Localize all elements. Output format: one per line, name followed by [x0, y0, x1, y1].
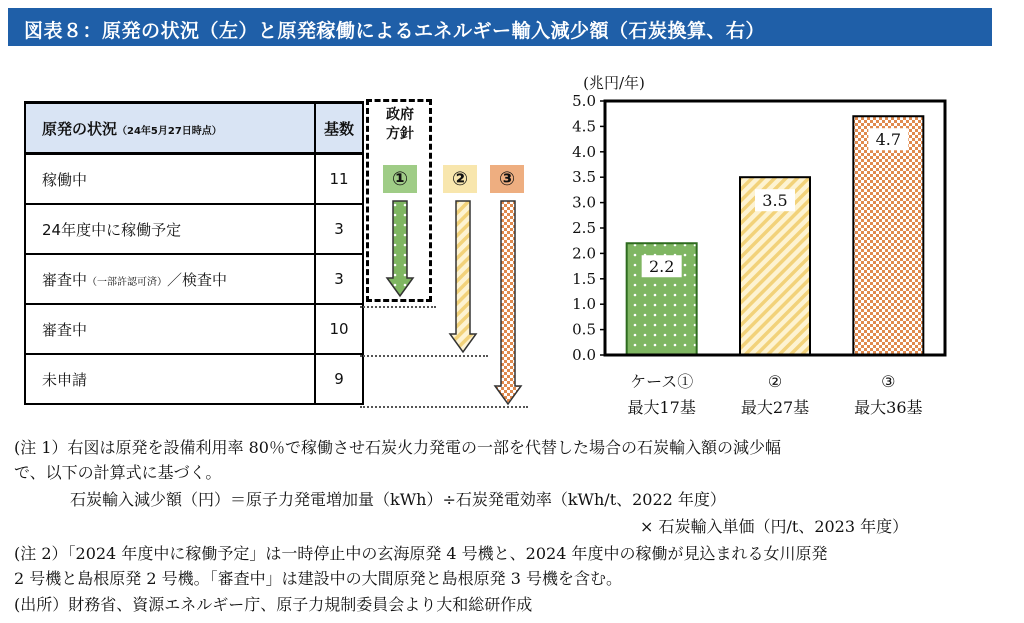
bar [853, 116, 923, 355]
plot-area [572, 74, 945, 417]
y-tick-label: 2.5 [572, 219, 596, 237]
y-tick-label: 0.5 [572, 320, 596, 339]
value-label: 2.2 [648, 257, 675, 277]
row-suffix: ／検査中 [167, 270, 228, 289]
note-1-line-2: で、以下の計算式に基づく。 [14, 463, 222, 482]
source-note: (出所）財務省、資源エネルギー庁、原子力規制委員会より大和総研作成 [14, 595, 533, 614]
page-title: 図表８：原発の状況（左）と原発稼働によるエネルギー輸入減少額（石炭換算、右） [24, 20, 766, 42]
x-tick-label: 最大17基 [627, 398, 696, 417]
x-tick-label: 最大27基 [740, 398, 810, 417]
header-note: （24年5月27日時点） [117, 125, 222, 137]
y-tick-label: 4.5 [572, 117, 596, 136]
policy-label-line1: 政府 [386, 107, 414, 123]
row-label: 稼働中 [42, 170, 88, 189]
y-tick-label: 1.0 [572, 295, 596, 314]
marker-case-2: ② [443, 165, 477, 193]
policy-label-line2: 方針 [386, 126, 414, 142]
y-tick-label: 0.0 [572, 346, 596, 364]
formula-line-1: 石炭輸入減少額（円）＝原子力発電増加量（kWh）÷石炭発電効率（kWh/t、2022 年度） [70, 490, 726, 509]
row-label: 審査中 [42, 320, 88, 339]
y-axis-label: (兆円/年) [583, 74, 645, 92]
row-note: （一部許認可済） [87, 276, 168, 288]
value-label: 3.5 [762, 191, 788, 211]
value-label: 4.7 [875, 130, 902, 150]
x-tick-label: 最大36基 [854, 398, 923, 417]
y-tick-label: 3.5 [572, 168, 596, 187]
row-count: 10 [315, 304, 363, 354]
row-count: 11 [315, 154, 363, 205]
arrow-case-2 [450, 201, 476, 352]
y-tick-label: 4.0 [572, 142, 596, 161]
marker-case-1: ① [383, 165, 417, 193]
row-label: 未申請 [42, 370, 88, 389]
y-tick-label: 5.0 [572, 92, 596, 110]
y-tick-label: 2.0 [572, 244, 596, 263]
formula-line-2: × 石炭輸入単価（円/t、2023 年度） [640, 517, 909, 536]
arrow-case-3 [495, 201, 521, 404]
marker-case-3: ③ [490, 165, 524, 193]
arrow-case-1 [387, 201, 413, 296]
x-tick-label: ③ [881, 372, 896, 391]
y-tick-label: 3.0 [572, 193, 596, 212]
y-tick-label: 1.5 [572, 269, 596, 288]
row-count: 9 [315, 354, 363, 404]
flow-arrows [387, 201, 521, 404]
x-tick-label: ② [767, 372, 783, 391]
x-tick-label: ケース① [630, 372, 694, 391]
header-count: 基数 [315, 103, 363, 154]
row-count: 3 [315, 254, 363, 304]
header-label: 原発の状況 [42, 119, 118, 138]
note-1-line-1: (注 1）右図は原発を設備利用率 80％で稼働させ石炭火力発電の一部を代替した場合の石炭輸入額の減少幅 [14, 438, 781, 457]
row-label: 審査中 [42, 270, 88, 289]
note-2-line-2: 2 号機と島根原発 2 号機。「審査中」は建設中の大間原発と島根原発 3 号機を含む。 [14, 569, 622, 588]
note-2-line-1: (注 2）「2024 年度中に稼働予定」は一時停止中の玄海原発 4 号機と、2024 年度中の稼働が見込まれる女川原発 [14, 544, 828, 563]
row-count: 3 [315, 204, 363, 254]
row-label: 24年度中に稼働予定 [42, 220, 182, 239]
